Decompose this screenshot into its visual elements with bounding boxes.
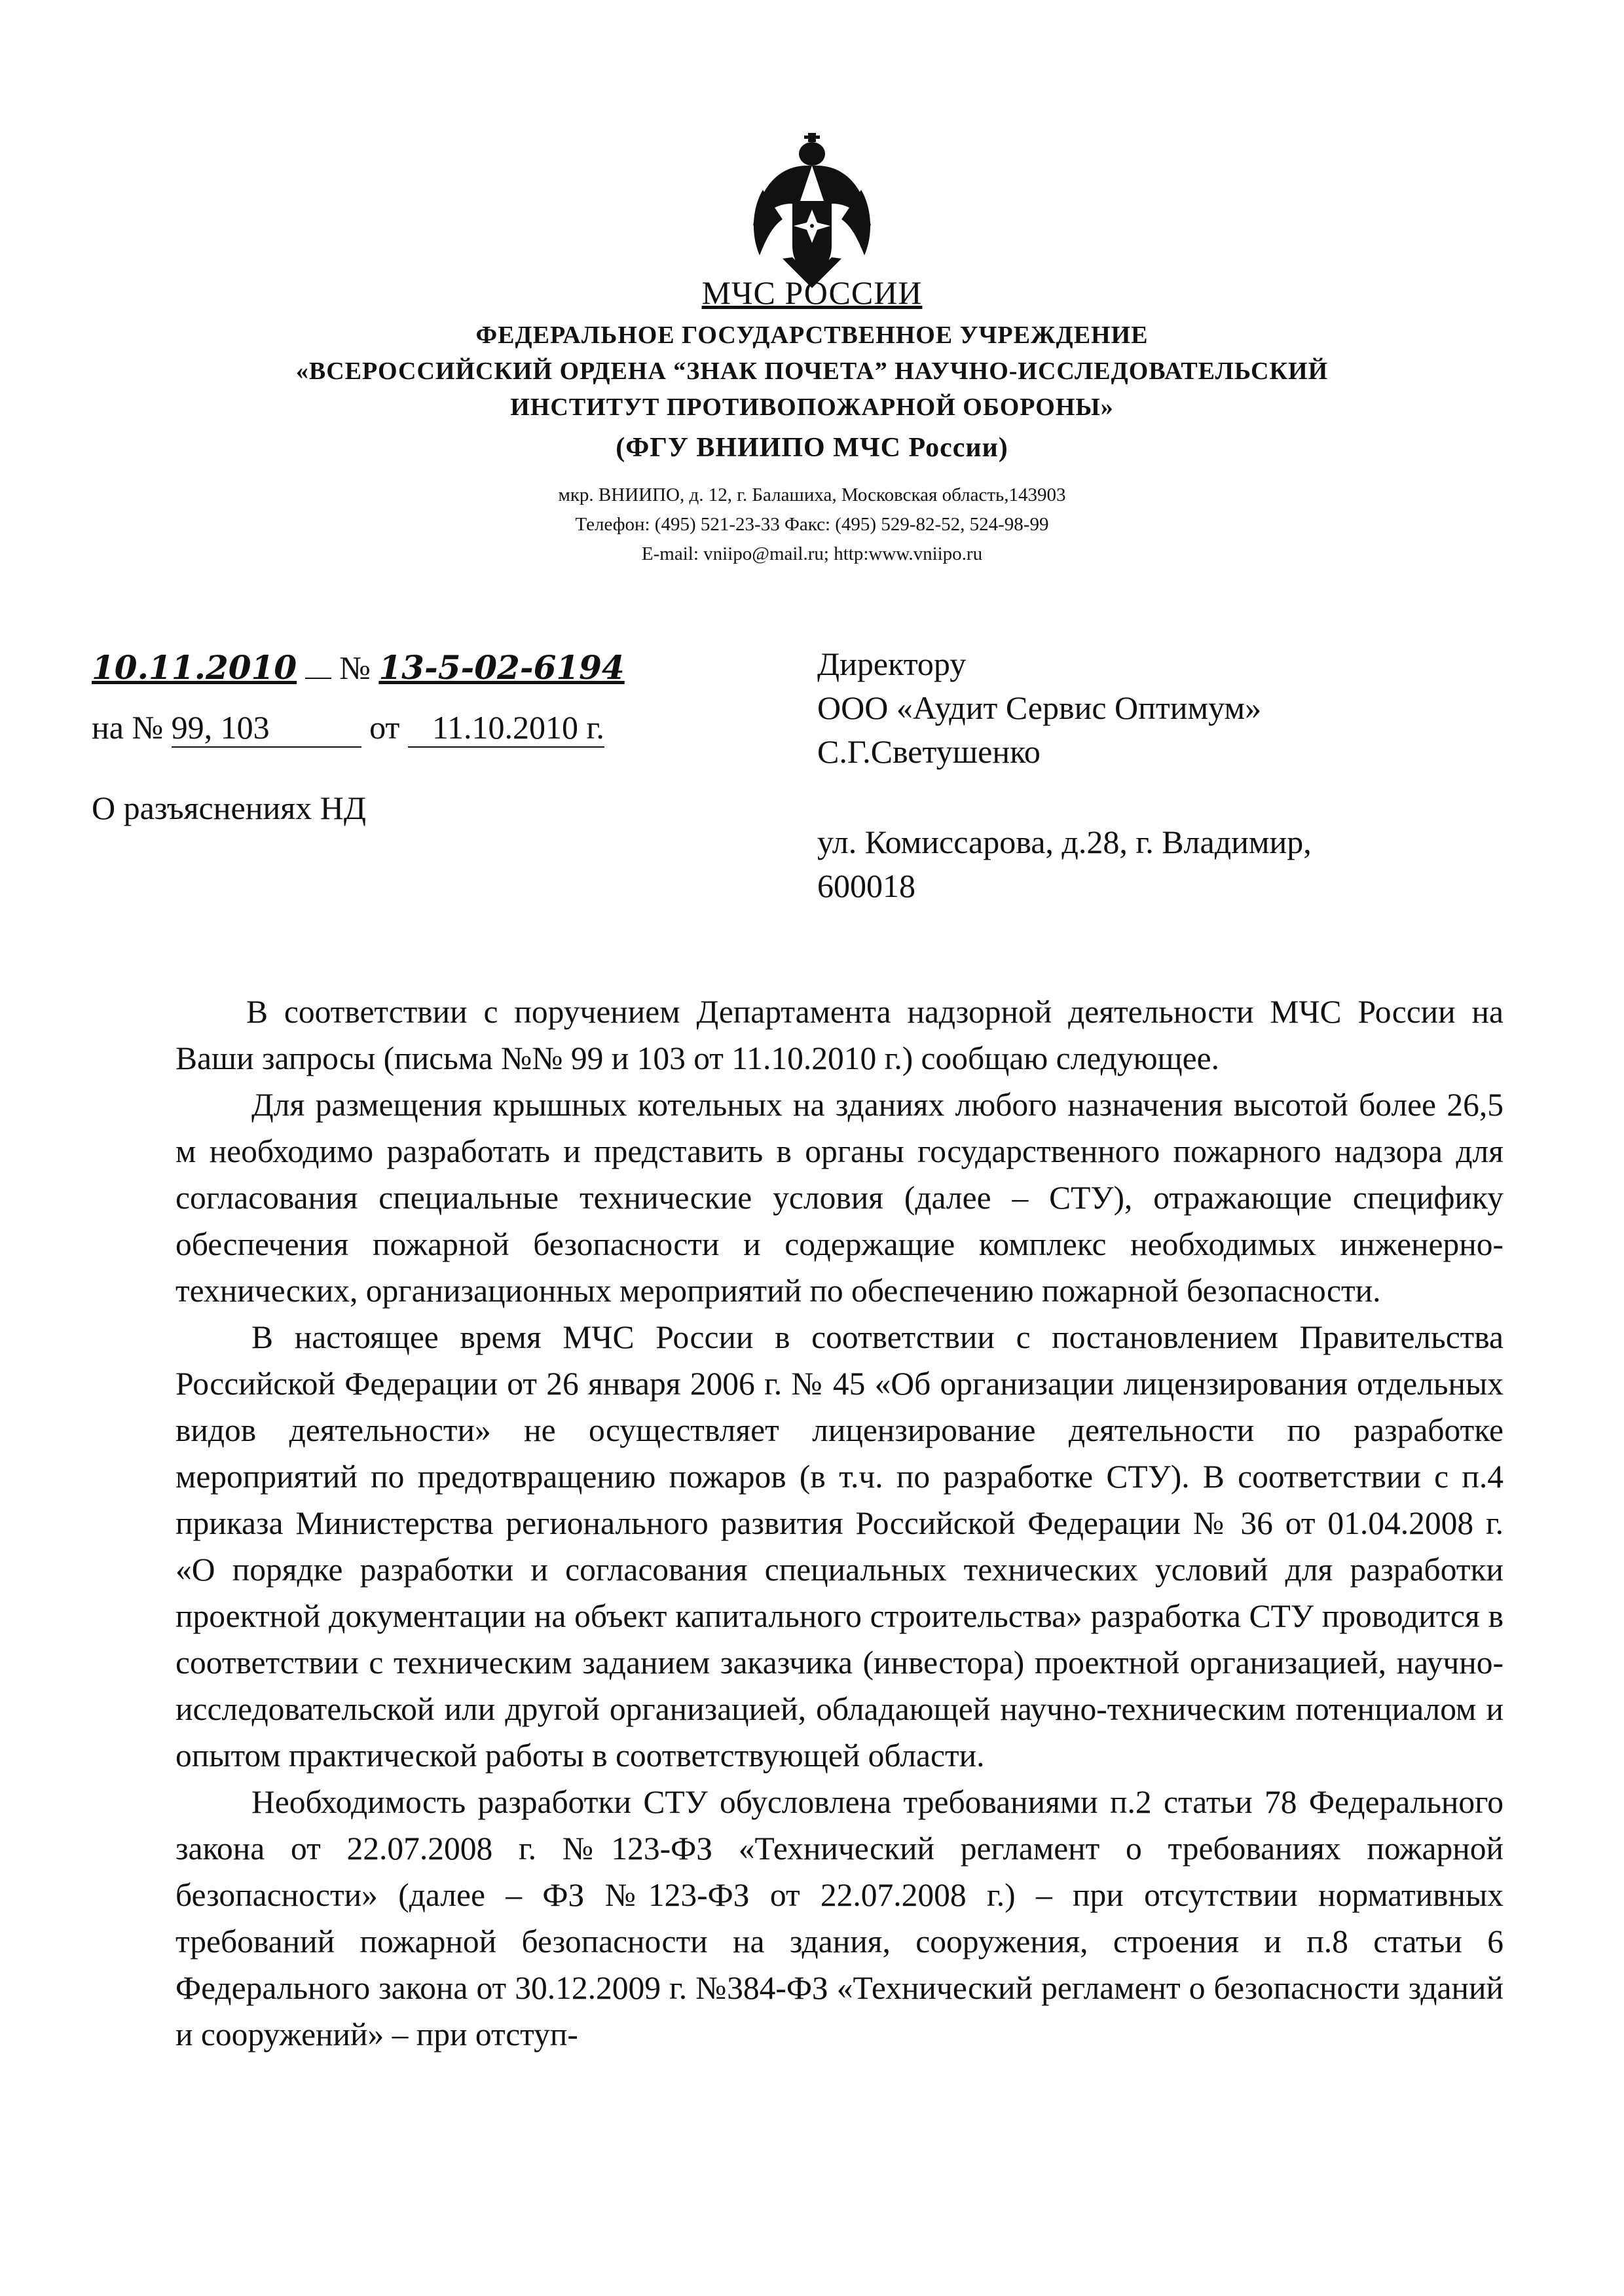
org-address: мкр. ВНИИПО, д. 12, г. Балашиха, Московская область,143903 <box>558 484 1066 505</box>
org-name-line1: ФЕДЕРАЛЬНОЕ ГОСУДАРСТВЕННОЕ УЧРЕЖДЕНИЕ <box>475 321 1149 349</box>
org-short-name: (ФГУ ВНИИПО МЧС России) <box>616 433 1008 463</box>
reply-date: 11.10.2010 г. <box>408 708 604 748</box>
outgoing-number: 13-5-02-6194 <box>378 648 625 687</box>
letter-body <box>175 989 1504 2058</box>
body-paragraph-3: В настоящее время МЧС России в соответствии с постановлением Правительства Российской Федерации от 26 января 2006 г. № 45 «Об организации лицензирования отдельных видов деятельности» не осуществляет лицензирование деятельности по разработке мероприятий по предотвращению пожаров (в т.ч. по разработке СТУ). В соответствии с п.4 приказа Министерства регионального развития Российской Федерации № 36 от 01.04.2008 г. «О порядке разработки и согласования специальных технических условий для разработки проектной документации на объект капитального строительства» разработка СТУ проводится в соответствии с техническим заданием заказчика (инвестора) проектной организацией, научно-исследовательской или другой организацией, обладающей научно-техническим потенциалом и опытом практической работы в соответствующей области. <box>175 1319 1504 1774</box>
letter-subject: О разъяснениях НД <box>92 790 366 826</box>
org-name-line3: ИНСТИТУТ ПРОТИВОПОЖАРНОЙ ОБОРОНЫ» <box>510 393 1114 421</box>
registration-spacer <box>305 678 331 679</box>
from-label: от <box>369 709 400 746</box>
org-phone-fax: Телефон: (495) 521-23-33 Факс: (495) 529-82-52, 524-98-99 <box>575 514 1049 535</box>
outgoing-date: 10.11.2010 <box>92 648 297 687</box>
recipient-company: ООО «Аудит Сервис Оптимум» <box>817 689 1262 726</box>
reply-numbers: 99, 103 <box>172 708 361 748</box>
outgoing-registration <box>92 648 625 687</box>
org-email-web: E-mail: vniipo@mail.ru; http:www.vniipo.ru <box>641 543 983 564</box>
recipient-name: С.Г.Светушенко <box>817 733 1041 770</box>
agency-name: МЧС РОССИИ <box>701 274 923 311</box>
body-paragraph-2: Для размещения крышных котельных на зданиях любого назначения высотой более 26,5 м необходимо разработать и представить в органы государственного пожарного надзора для согласования специальные технические условия (далее – СТУ), отражающие специфику обеспечения пожарной безопасности и содержащие комплекс необходимых инженерно-технических, организационных мероприятий по обеспечению пожарной безопасности. <box>175 1087 1504 1309</box>
reply-label: на № <box>92 709 164 746</box>
recipient-street: ул. Комиссарова, д.28, г. Владимир, <box>817 824 1312 860</box>
org-name-line2: «ВСЕРОССИЙСКИЙ ОРДЕНА “ЗНАК ПОЧЕТА” НАУЧНО-ИССЛЕДОВАТЕЛЬСКИЙ <box>295 357 1329 385</box>
body-paragraph-1: В соответствии с поручением Департамента надзорной деятельности МЧС России на Ваши запросы (письма №№ 99 и 103 от 11.10.2010 г.) сообщаю следующее. <box>175 994 1504 1076</box>
reply-reference <box>92 708 604 748</box>
recipient-title: Директору <box>817 646 967 682</box>
emchs-emblem-icon <box>733 128 891 291</box>
body-paragraph-4: Необходимость разработки СТУ обусловлена требованиями п.2 статьи 78 Федерального закона от 22.07.2008 г. №123-ФЗ «Технический регламент о требованиях пожарной безопасности» (далее – ФЗ №123-ФЗ от 22.07.2008 г.) – при отсутствии нормативных требований пожарной безопасности на здания, сооружения, строения и п.8 статьи 6 Федерального закона от 30.12.2009 г. №384-ФЗ «Технический регламент о безопасности зданий и сооружений» – при отступ- <box>175 1784 1504 2052</box>
number-label: № <box>339 649 371 686</box>
recipient-postcode: 600018 <box>817 867 915 904</box>
